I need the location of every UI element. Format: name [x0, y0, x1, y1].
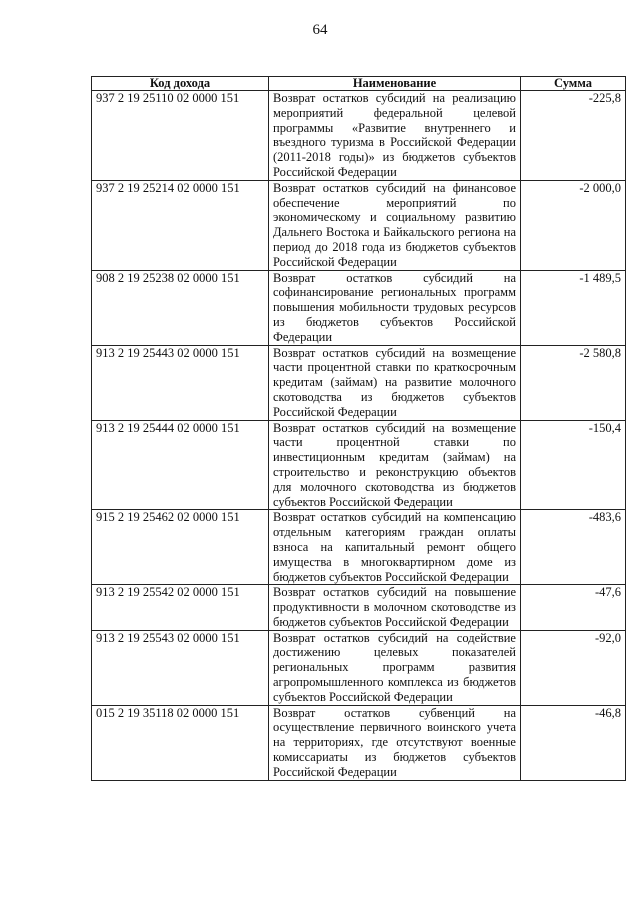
income-code-cell: 913 2 19 25542 02 0000 151: [92, 585, 269, 630]
table-row: [92, 585, 626, 630]
income-amount-cell: -483,6: [521, 510, 626, 585]
column-header-code: Код дохода: [92, 77, 269, 91]
income-amount-cell: -47,6: [521, 585, 626, 630]
table-row: [92, 420, 626, 510]
table-row: [92, 630, 626, 705]
page-number: 64: [312, 22, 328, 38]
income-name-cell: Возврат остатков субсидий на повышение продуктивности в молочном скотоводстве из бюджетов субъектов Российской Федерации: [269, 585, 521, 630]
table-row: [92, 180, 626, 270]
income-code-cell: 937 2 19 25214 02 0000 151: [92, 180, 269, 270]
income-amount-cell: -150,4: [521, 420, 626, 510]
income-code-cell: 913 2 19 25543 02 0000 151: [92, 630, 269, 705]
column-header-amount: Сумма: [521, 77, 626, 91]
income-amount-cell: -2 580,8: [521, 345, 626, 420]
income-amount-cell: -92,0: [521, 630, 626, 705]
income-name-cell: Возврат остатков субсидий на возмещение части процентной ставки по инвестиционным кредитам (займам) на строительство и реконструкцию объектов для молочного скотоводства из бюджетов субъектов Российской Федерации: [269, 420, 521, 510]
income-code-cell: 937 2 19 25110 02 0000 151: [92, 91, 269, 181]
table-row: [92, 510, 626, 585]
table-header-row: [92, 77, 626, 91]
income-name-cell: Возврат остатков субвенций на осуществление первичного воинского учета на территориях, где отсутствуют военные комиссариаты из бюджетов субъектов Российской Федерации: [269, 705, 521, 780]
income-code-cell: 913 2 19 25443 02 0000 151: [92, 345, 269, 420]
income-code-cell: 908 2 19 25238 02 0000 151: [92, 270, 269, 345]
income-amount-cell: -1 489,5: [521, 270, 626, 345]
income-amount-cell: -2 000,0: [521, 180, 626, 270]
income-name-cell: Возврат остатков субсидий на софинансирование региональных программ повышения мобильности трудовых ресурсов из бюджетов субъектов Российской Федерации: [269, 270, 521, 345]
income-table: [91, 76, 626, 781]
income-name-cell: Возврат остатков субсидий на содействие достижению целевых показателей региональных программ развития агропромышленного комплекса из бюджетов субъектов Российской Федерации: [269, 630, 521, 705]
income-code-cell: 913 2 19 25444 02 0000 151: [92, 420, 269, 510]
table-row: [92, 91, 626, 181]
income-code-cell: 015 2 19 35118 02 0000 151: [92, 705, 269, 780]
table-row: [92, 705, 626, 780]
column-header-name: Наименование: [269, 77, 521, 91]
table-row: [92, 270, 626, 345]
table-row: [92, 345, 626, 420]
income-amount-cell: -225,8: [521, 91, 626, 181]
income-amount-cell: -46,8: [521, 705, 626, 780]
income-name-cell: Возврат остатков субсидий на компенсацию отдельным категориям граждан оплаты взноса на капитальный ремонт общего имущества в многоквартирном доме из бюджетов субъектов Российской Федерации: [269, 510, 521, 585]
income-name-cell: Возврат остатков субсидий на финансовое обеспечение мероприятий по экономическому и социальному развитию Дальнего Востока и Байкальского региона на период до 2018 года из бюджетов субъектов Российской Федерации: [269, 180, 521, 270]
income-name-cell: Возврат остатков субсидий на возмещение части процентной ставки по краткосрочным кредитам (займам) на развитие молочного скотоводства из бюджетов субъектов Российской Федерации: [269, 345, 521, 420]
income-name-cell: Возврат остатков субсидий на реализацию мероприятий федеральной целевой программы «Развитие внутреннего и въездного туризма в Российской Федерации (2011-2018 годы)» из бюджетов субъектов Российской Федерации: [269, 91, 521, 181]
income-code-cell: 915 2 19 25462 02 0000 151: [92, 510, 269, 585]
